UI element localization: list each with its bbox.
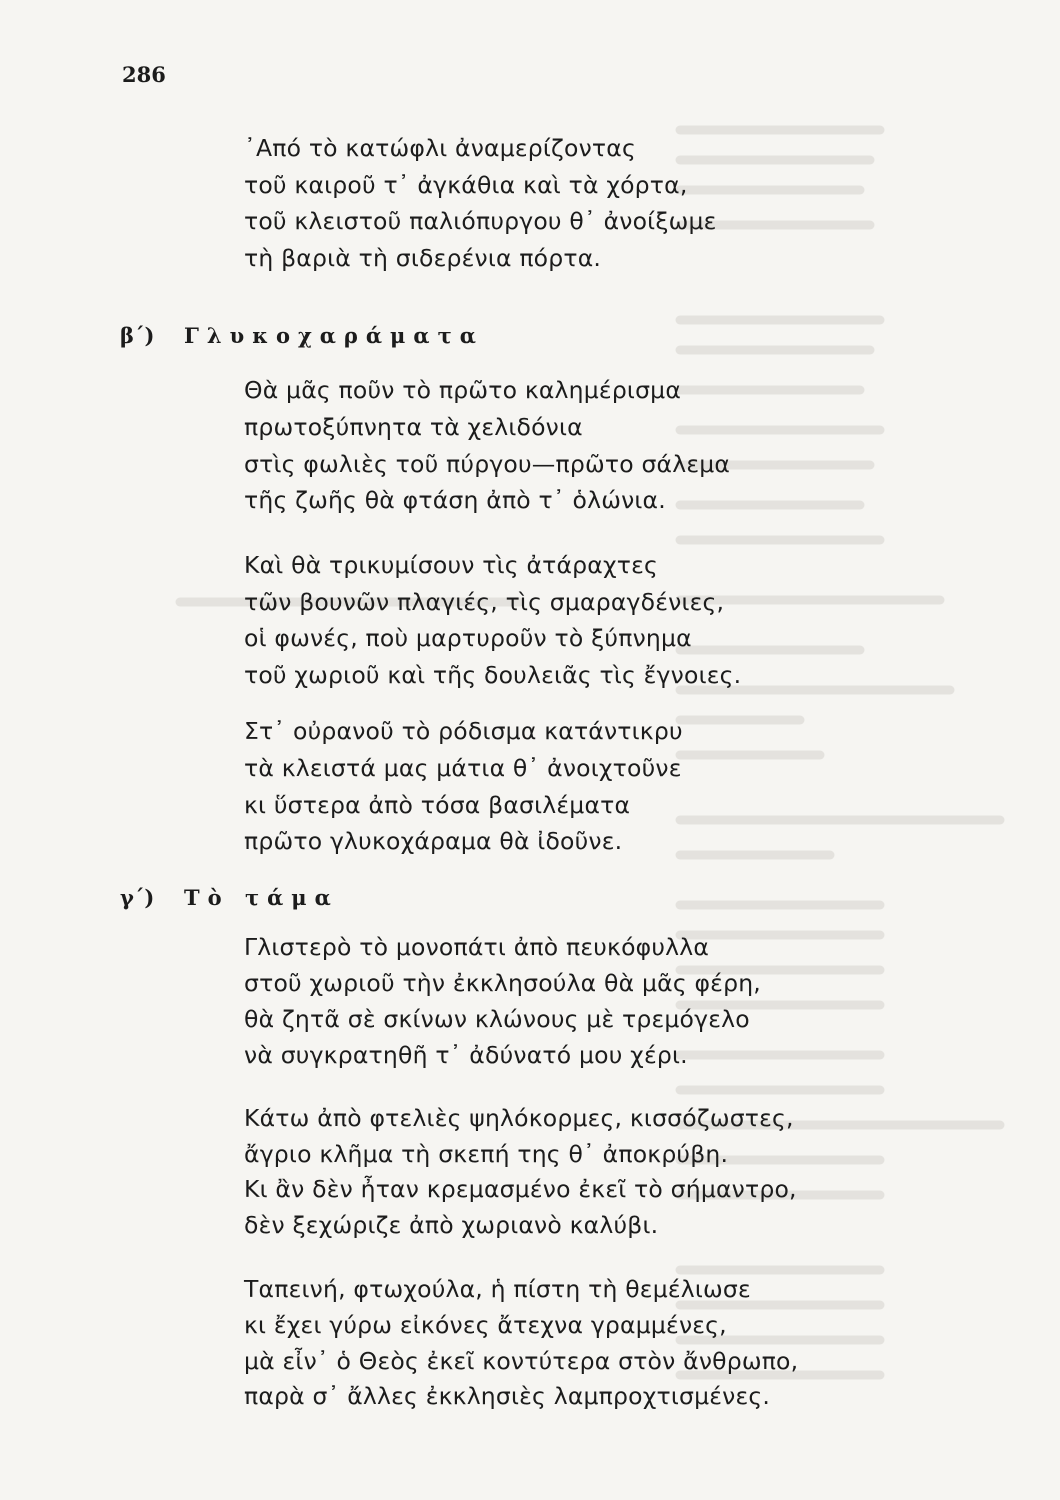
poem-line: τῶν βουνῶν πλαγιές, τὶς σμαραγδένιες,: [244, 588, 725, 616]
poem-line: στὶς φωλιὲς τοῦ πύργου—πρῶτο σάλεμα: [244, 450, 731, 478]
poem-line: Θὰ μᾶς ποῦν τὸ πρῶτο καλημέρισμα: [244, 376, 682, 404]
intro-line: τὴ βαριὰ τὴ σιδερένια πόρτα.: [244, 244, 602, 272]
intro-line: ᾿Από τὸ κατώφλι ἀναμερίζοντας: [244, 134, 636, 162]
poem-line: ἄγριο κλῆμα τὴ σκεπή της θ᾿ ἀποκρύβη.: [244, 1140, 729, 1168]
section-b-title: Γλυκοχαράματα: [184, 323, 484, 348]
intro-line: τοῦ καιροῦ τ᾿ ἀγκάθια καὶ τὰ χόρτα,: [244, 171, 688, 199]
poem-line: νὰ συγκρατηθῆ τ᾿ ἀδύνατό μου χέρι.: [244, 1041, 688, 1069]
poem-line: Κι ἂν δὲν ἦταν κρεμασμένο ἐκεῖ τὸ σήμαντρο,: [244, 1175, 797, 1203]
poem-line: οἱ φωνές, ποὺ μαρτυροῦν τὸ ξύπνημα: [244, 624, 692, 652]
poem-line: πρωτοξύπνητα τὰ χελιδόνια: [244, 413, 583, 441]
poem-line: τὰ κλειστά μας μάτια θ᾿ ἀνοιχτοῦνε: [244, 754, 682, 782]
section-b-number: β΄): [120, 323, 155, 348]
poem-line: μὰ εἶν᾿ ὁ Θεὸς ἐκεῖ κοντύτερα στὸν ἄνθρωπο,: [244, 1347, 799, 1375]
poem-line: Ταπεινή, φτωχούλα, ἡ πίστη τὴ θεμέλιωσε: [244, 1275, 751, 1303]
poem-line: δὲν ξεχώριζε ἀπὸ χωριανὸ καλύβι.: [244, 1211, 659, 1239]
poem-line: στοῦ χωριοῦ τὴν ἐκκλησούλα θὰ μᾶς φέρη,: [244, 969, 761, 997]
intro-line: τοῦ κλειστοῦ παλιόπυργου θ᾿ ἀνοίξωμε: [244, 207, 717, 235]
poem-line: πρῶτο γλυκοχάραμα θὰ ἰδοῦνε.: [244, 827, 623, 855]
poem-line: τῆς ζωῆς θὰ φτάση ἀπὸ τ᾿ ὁλώνια.: [244, 486, 666, 514]
section-g-number: γ΄): [120, 885, 155, 910]
poem-line: θὰ ζητᾶ σὲ σκίνων κλώνους μὲ τρεμόγελο: [244, 1005, 750, 1033]
poem-line: Γλιστερὸ τὸ μονοπάτι ἀπὸ πευκόφυλλα: [244, 933, 710, 961]
poem-line: παρὰ σ᾿ ἄλλες ἐκκλησιὲς λαμπροχτισμένες.: [244, 1382, 771, 1410]
poem-line: Στ᾿ οὐρανοῦ τὸ ρόδισμα κατάντικρυ: [244, 717, 683, 745]
poem-line: τοῦ χωριοῦ καὶ τῆς δουλειᾶς τὶς ἔγνοιες.: [244, 661, 742, 689]
poem-line: κι ἔχει γύρω εἰκόνες ἄτεχνα γραμμένες,: [244, 1311, 727, 1339]
page-number: 286: [122, 62, 166, 87]
poem-line: Καὶ θὰ τρικυμίσουν τὶς ἀτάραχτες: [244, 551, 659, 579]
section-g-title: Τὸ τάμα: [184, 885, 339, 910]
poem-line: κι ὕστερα ἀπὸ τόσα βασιλέματα: [244, 791, 631, 819]
poem-line: Κάτω ἀπὸ φτελιὲς ψηλόκορμες, κισσόζωστες,: [244, 1104, 794, 1132]
